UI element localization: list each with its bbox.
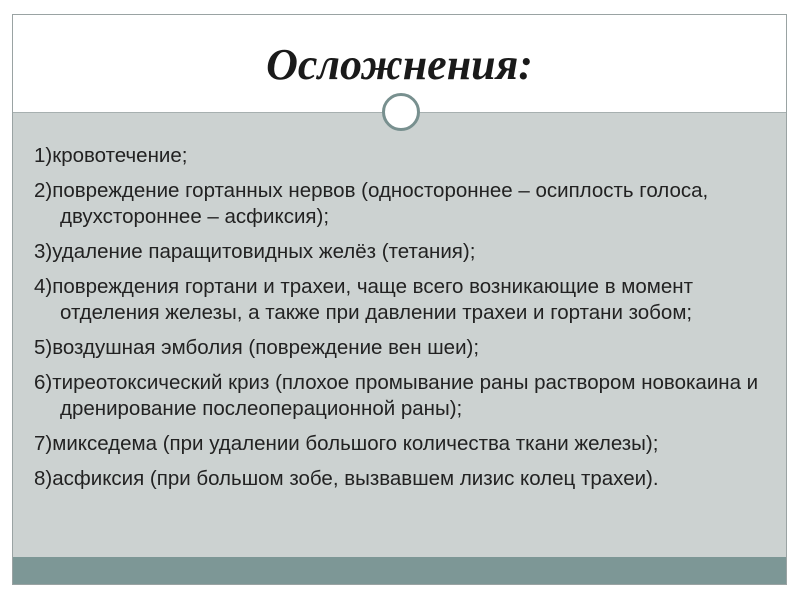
slide <box>12 14 787 585</box>
list-item: 6)тиреотоксический криз (плохое промывание раны раствором новокаина и дренирование послеоперационной раны); <box>34 371 759 420</box>
list-item: 1)кровотечение; <box>34 144 188 167</box>
list-item: 7)микседема (при удалении большого количества ткани железы); <box>34 432 659 455</box>
complications-list <box>34 143 764 501</box>
footer-bar <box>13 557 786 584</box>
slide-title: Осложнения: <box>266 40 533 89</box>
circle-ornament-icon <box>382 93 420 131</box>
list-item: 4)повреждения гортани и трахеи, чаще всего возникающие в момент отделения железы, а также при давлении трахеи и гортани зобом; <box>34 275 693 324</box>
list-item: 8)асфиксия (при большом зобе, вызвавшем лизис колец трахеи). <box>34 467 659 490</box>
list-item: 5)воздушная эмболия (повреждение вен шеи); <box>34 336 480 359</box>
list-item: 3)удаление паращитовидных желёз (тетания); <box>34 240 476 263</box>
list-item: 2)повреждение гортанных нервов (одностороннее – осиплость голоса, двухстороннее – асфиксия); <box>34 179 709 228</box>
